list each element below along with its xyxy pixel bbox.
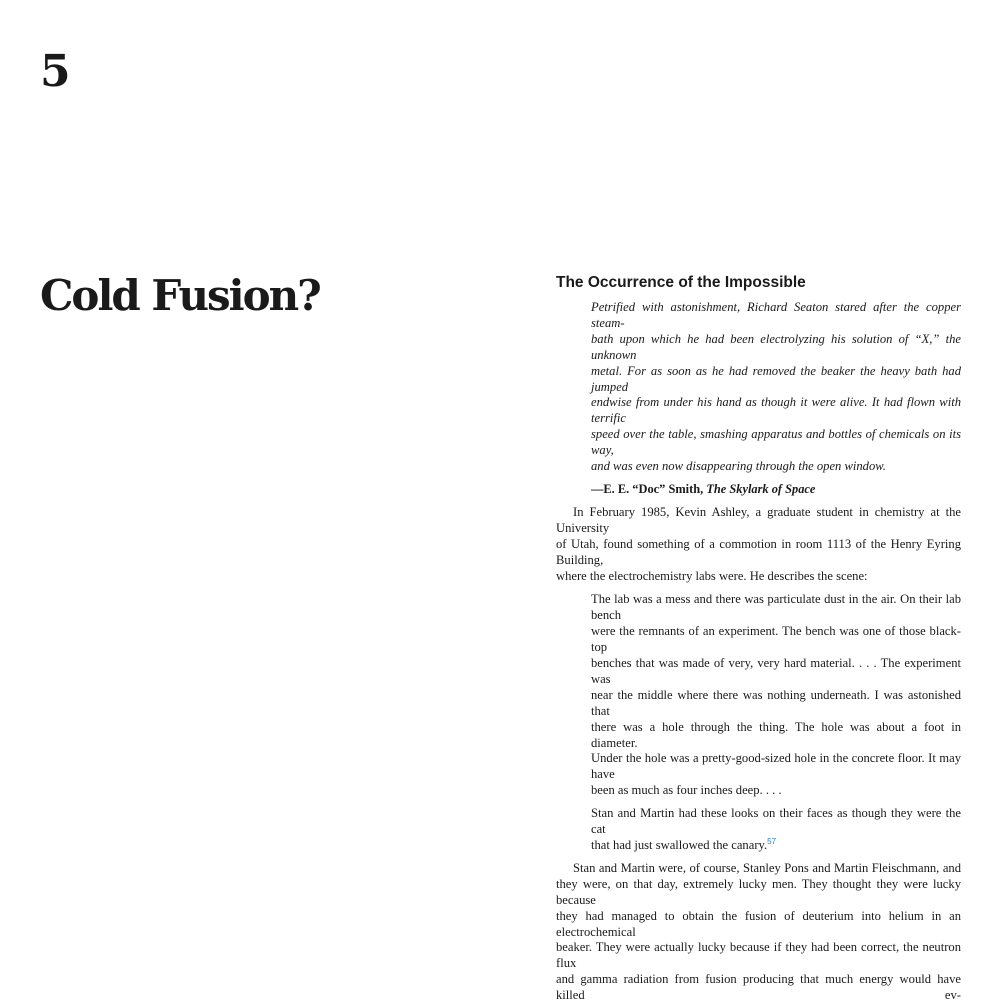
paragraph-line: they were, on that day, extremely lucky men. They thought they were lucky because <box>556 876 961 907</box>
section-heading: The Occurrence of the Impossible <box>556 274 806 291</box>
chapter-number: 5 <box>40 46 70 97</box>
quote-line <box>591 838 961 854</box>
quote-line: were the remnants of an experiment. The bench was one of those black-top <box>591 624 961 655</box>
quote-line: The lab was a mess and there was particulate dust in the air. On their lab bench <box>591 592 961 623</box>
block-quote-paragraph <box>591 806 961 854</box>
body-paragraph <box>556 505 961 585</box>
epigraph <box>591 300 961 475</box>
block-quote-paragraph <box>591 592 961 799</box>
attribution-book-title: The Skylark of Space <box>706 481 816 496</box>
epigraph-line: bath upon which he had been electrolyzing his solution of “X,” the unknown <box>591 331 961 362</box>
epigraph-attribution <box>591 482 961 498</box>
paragraph-line: where the electrochemistry labs were. He describes the scene: <box>556 568 868 583</box>
paragraph-line: In February 1985, Kevin Ashley, a graduate student in chemistry at the University <box>556 504 961 535</box>
epigraph-line: speed over the table, smashing apparatus and bottles of chemicals on its way, <box>591 427 961 458</box>
epigraph-line: and was even now disappearing through the open window. <box>591 459 886 474</box>
quote-line: been as much as four inches deep. . . . <box>591 783 782 798</box>
quote-line: Stan and Martin had these looks on their faces as though they were the cat <box>591 806 961 837</box>
body-paragraph <box>556 861 961 1004</box>
epigraph-line: endwise from under his hand as though it were alive. It had flown with terrific <box>591 395 961 426</box>
epigraph-line: metal. For as soon as he had removed the beaker the heavy bath had jumped <box>591 363 961 394</box>
quote-line: Under the hole was a pretty-good-sized hole in the concrete floor. It may have <box>591 751 961 782</box>
quote-line: near the middle where there was nothing underneath. I was astonished that <box>591 687 961 718</box>
right-page <box>556 272 961 1004</box>
chapter-title: Cold Fusion? <box>40 271 320 320</box>
quote-line: benches that was made of very, very hard material. . . . The experiment was <box>591 656 961 686</box>
paragraph-line: of Utah, found something of a commotion in room 1113 of the Henry Eyring Building, <box>556 536 961 567</box>
paragraph-line: they had managed to obtain the fusion of deuterium into helium in an electrochemical <box>556 908 961 939</box>
attribution-author: —E. E. “Doc” Smith, <box>591 481 707 496</box>
paragraph-line: Stan and Martin were, of course, Stanley Pons and Martin Fleischmann, and <box>573 860 961 875</box>
paragraph-line: and gamma radiation from fusion producing that much energy would have killed ev- <box>556 972 961 1003</box>
quote-line: there was a hole through the thing. The hole was about a foot in diameter. <box>591 719 961 750</box>
block-quote <box>591 592 961 854</box>
quote-line-text: that had just swallowed the canary. <box>591 838 768 852</box>
paragraph-line: beaker. They were actually lucky because if they had been correct, the neutron flux <box>556 940 961 971</box>
footnote-reference-link[interactable]: 57 <box>767 836 777 846</box>
epigraph-line: Petrified with astonishment, Richard Seaton stared after the copper steam- <box>591 300 961 330</box>
